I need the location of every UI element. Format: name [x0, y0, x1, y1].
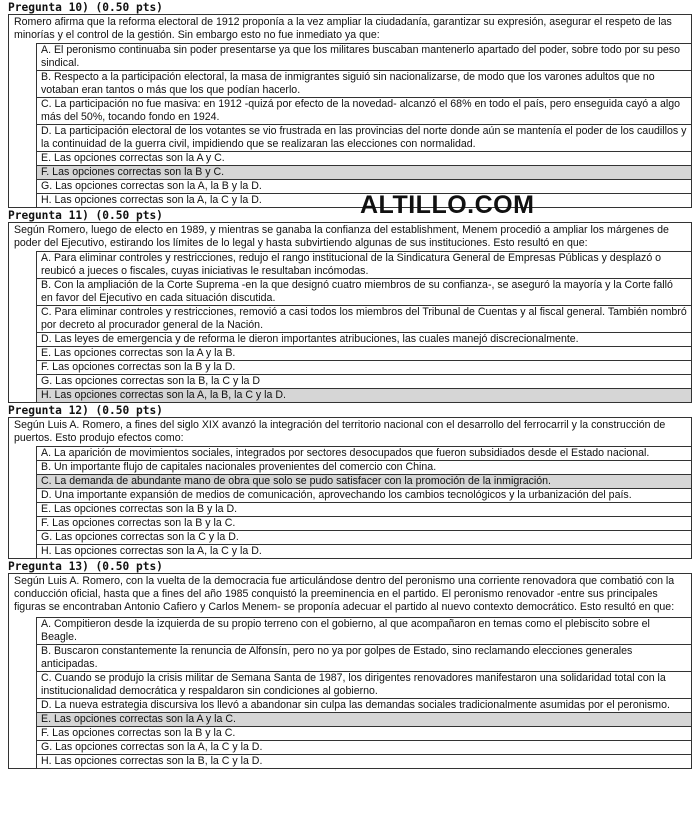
option-text[interactable]: G. Las opciones correctas son la A, la C y la D. [37, 741, 692, 755]
option-text[interactable]: D. Las leyes de emergencia y de reforma le dieron importantes atribuciones, las cuales manejó discrecionalmente. [37, 333, 692, 347]
option-f[interactable] [9, 166, 691, 180]
question-12 [0, 404, 700, 559]
question-title: Pregunta 12) (0.50 pts) [8, 404, 163, 417]
option-text[interactable]: F. Las opciones correctas son la B y la D. [37, 361, 692, 375]
option-f[interactable] [9, 361, 691, 375]
option-f[interactable] [9, 727, 691, 741]
option-text[interactable]: F. Las opciones correctas son la B y la C. [37, 517, 692, 531]
option-text[interactable]: D. Una importante expansión de medios de comunicación, aprovechando los cambios tecnológicos y la urbanización del país. [37, 489, 692, 503]
question-box [8, 573, 692, 769]
option-a[interactable] [9, 618, 691, 645]
option-text[interactable]: A. Para eliminar controles y restricciones, redujo el rango institucional de la Sindicatura General de Empresas Públicas y desplazó o reubicó a jueces o fiscales, cuyas iniciativas le resultaban incómodas. [37, 252, 692, 279]
option-a[interactable] [9, 44, 691, 71]
option-e[interactable] [9, 152, 691, 166]
option-text[interactable]: H. Las opciones correctas son la A, la C y la D. [37, 545, 692, 559]
option-text[interactable]: F. Las opciones correctas son la B y la C. [37, 727, 692, 741]
options-table [9, 617, 691, 768]
option-b[interactable] [9, 645, 691, 672]
option-text[interactable]: B. Respecto a la participación electoral, la masa de inmigrantes siguió sin nacionalizarse, de modo que los varones adultos que no votaban eran tantos o más que los que podían hacerlo. [37, 71, 692, 98]
option-text[interactable]: E. Las opciones correctas son la A y la B. [37, 347, 692, 361]
question-11 [0, 209, 700, 403]
options-table [9, 251, 691, 402]
question-box [8, 222, 692, 403]
option-text[interactable]: C. La demanda de abundante mano de obra que solo se pudo satisfacer con la promoción de la inmigración. [37, 475, 692, 489]
options-table [9, 446, 691, 558]
question-title: Pregunta 10) (0.50 pts) [8, 1, 163, 14]
option-d[interactable] [9, 333, 691, 347]
question-stem: Romero afirma que la reforma electoral de 1912 proponía a la vez ampliar la ciudadanía, garantizar su expresión, asegurar el respeto de las minorías y el control de la gestión. Sin embargo esto no fue inmediato ya que: [14, 16, 672, 41]
option-g[interactable] [9, 375, 691, 389]
question-title: Pregunta 11) (0.50 pts) [8, 209, 163, 222]
option-c[interactable] [9, 306, 691, 333]
option-b[interactable] [9, 71, 691, 98]
option-text[interactable]: D. La participación electoral de los votantes se vio frustrada en las provincias del norte donde aún se mantenía el poder de los caudillos y la continuidad de la guerra civil, impidiendo que se realizaran las elecciones con normalidad. [37, 125, 692, 152]
option-g[interactable] [9, 180, 691, 194]
option-text[interactable]: G. Las opciones correctas son la A, la B y la D. [37, 180, 692, 194]
option-text[interactable]: F. Las opciones correctas son la B y C. [37, 166, 692, 180]
option-h[interactable] [9, 545, 691, 559]
question-13 [0, 560, 700, 769]
option-text[interactable]: G. Las opciones correctas son la C y la D. [37, 531, 692, 545]
option-text[interactable]: B. Con la ampliación de la Corte Suprema -en la que designó cuatro miembros de su confianza-, se aseguró la mayoría y la Corte falló en favor del Ejecutivo en cada situación discutida. [37, 279, 692, 306]
watermark: ALTILLO.COM [360, 191, 535, 219]
question-stem: Según Luis A. Romero, con la vuelta de la democracia fue articulándose dentro del peronismo una corriente renovadora que combatió con la conducción oficial, hasta que a fines del año 1985 conquistó la preeminencia en el partido. El peronismo renovador -entre sus principales figuras se encontraban Antonio Cafiero y Carlos Menem- se proponía adecuar el partido al nuevo contexto democrático. Esto resultó en que: [14, 575, 675, 613]
question-stem: Según Romero, luego de electo en 1989, y mientras se ganaba la confianza del establishment, Menem procedió a ampliar los márgenes de poder del Ejecutivo, estirando los límites de lo legal y hasta subvirtiendo algunas de sus instituciones. Esto resultó en que: [14, 224, 669, 249]
option-text[interactable]: H. Las opciones correctas son la A, la B, la C y la D. [37, 389, 692, 403]
option-e[interactable] [9, 503, 691, 517]
option-text[interactable]: E. Las opciones correctas son la A y C. [37, 152, 692, 166]
option-a[interactable] [9, 447, 691, 461]
option-d[interactable] [9, 489, 691, 503]
option-d[interactable] [9, 699, 691, 713]
option-text[interactable]: G. Las opciones correctas son la B, la C y la D [37, 375, 692, 389]
option-c[interactable] [9, 672, 691, 699]
option-text[interactable]: A. Compitieron desde la izquierda de su propio terreno con el gobierno, al que acompañaron en temas como el plebiscito sobre el Beagle. [37, 618, 692, 645]
option-e[interactable] [9, 347, 691, 361]
question-stem: Según Luis A. Romero, a fines del siglo XIX avanzó la integración del territorio nacional con el desarrollo del ferrocarril y la construcción de puertos. Esto produjo efectos como: [14, 419, 666, 444]
option-h[interactable] [9, 194, 691, 208]
option-h[interactable] [9, 389, 691, 403]
option-c[interactable] [9, 475, 691, 489]
option-d[interactable] [9, 125, 691, 152]
option-text[interactable]: B. Un importante flujo de capitales nacionales provenientes del comercio con China. [37, 461, 692, 475]
option-text[interactable]: E. Las opciones correctas son la A y la C. [37, 713, 692, 727]
question-box [8, 417, 692, 559]
option-c[interactable] [9, 98, 691, 125]
option-text[interactable]: D. La nueva estrategia discursiva los llevó a abandonar sin culpa las demandas sociales tradicionalmente asumidas por el peronismo. [37, 699, 692, 713]
question-box [8, 14, 692, 208]
option-text[interactable]: C. Para eliminar controles y restricciones, removió a casi todos los miembros del Tribunal de Cuentas y al fiscal general. También nombró por decreto al procurador general de la Nación. [37, 306, 692, 333]
option-b[interactable] [9, 279, 691, 306]
option-a[interactable] [9, 252, 691, 279]
option-h[interactable] [9, 755, 691, 769]
option-g[interactable] [9, 741, 691, 755]
option-e[interactable] [9, 713, 691, 727]
option-text[interactable]: A. El peronismo continuaba sin poder presentarse ya que los militares buscaban mantenerlo apartado del poder, sobre todo por su peso sindical. [37, 44, 692, 71]
option-b[interactable] [9, 461, 691, 475]
option-f[interactable] [9, 517, 691, 531]
option-g[interactable] [9, 531, 691, 545]
option-text[interactable]: C. Cuando se produjo la crisis militar de Semana Santa de 1987, los dirigentes renovadores manifestaron una solidaridad total con la institucionalidad democrática y respaldaron sin condiciones al gobierno. [37, 672, 692, 699]
question-10 [0, 1, 700, 208]
option-text[interactable]: C. La participación no fue masiva: en 1912 -quizá por efecto de la novedad- alcanzó el 68% en todo el país, pero enseguida cayó a algo más del 50%, tocando fondo en 1924. [37, 98, 692, 125]
option-text[interactable]: H. Las opciones correctas son la A, la C y la D. [37, 194, 692, 208]
option-text[interactable]: E. Las opciones correctas son la B y la D. [37, 503, 692, 517]
option-text[interactable]: H. Las opciones correctas son la B, la C y la D. [37, 755, 692, 769]
option-text[interactable]: B. Buscaron constantemente la renuncia de Alfonsín, pero no ya por golpes de Estado, sino reclamando elecciones generales anticipadas. [37, 645, 692, 672]
options-table [9, 43, 691, 207]
option-text[interactable]: A. La aparición de movimientos sociales, integrados por sectores desocupados que fueron subsidiados desde el Estado nacional. [37, 447, 692, 461]
question-title: Pregunta 13) (0.50 pts) [8, 560, 163, 573]
